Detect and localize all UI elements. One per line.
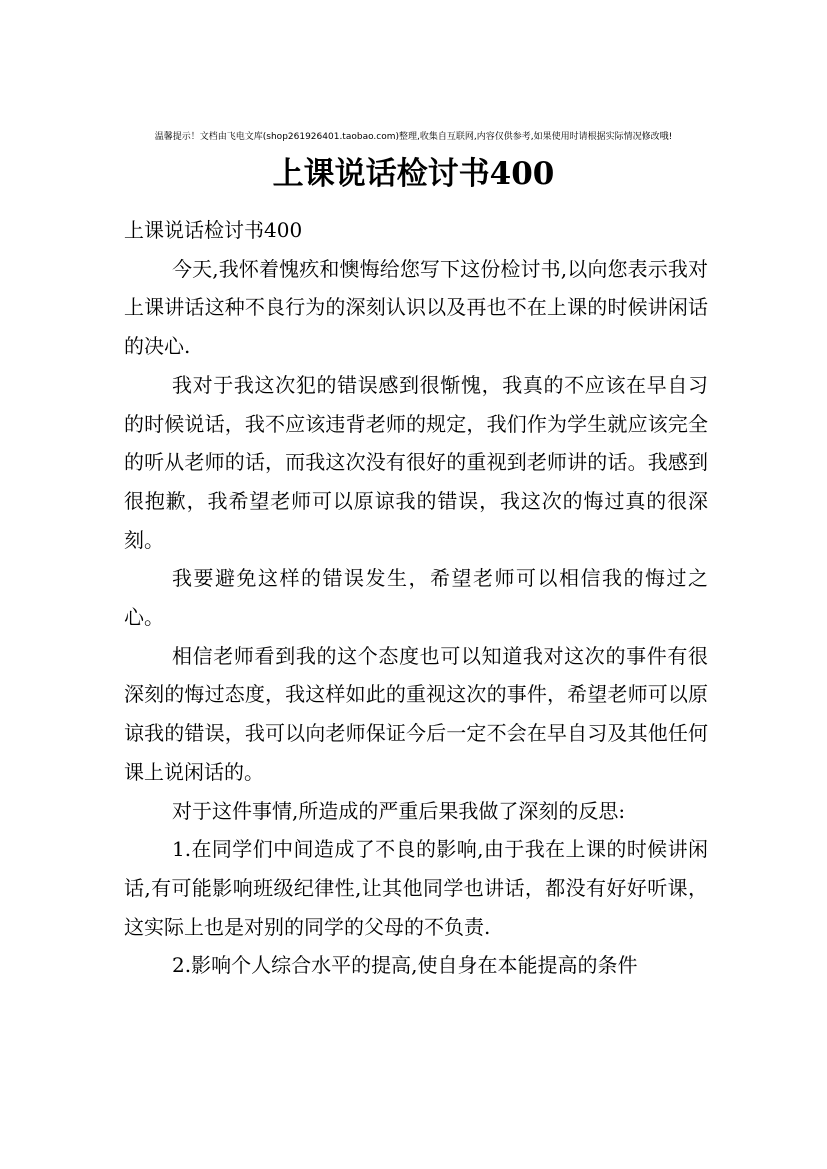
paragraph-5: 对于这件事情,所造成的严重后果我做了深刻的反思:: [172, 798, 626, 823]
paragraph-4: 相信老师看到我的这个态度也可以知道我对这次的事件有很深刻的悔过态度，我这样如此的重视这次的事件，希望老师可以原谅我的错误，我可以向老师保证今后一定不会在早自习及其他任何课上说闲话的。: [124, 643, 708, 784]
paragraph-7: 2.影响个人综合水平的提高,使自身在本能提高的条件: [172, 953, 638, 978]
paragraph-3: 我要避免这样的错误发生，希望老师可以相信我的悔过之心。: [124, 566, 708, 630]
document-subtitle: 上课说话检讨书400: [124, 218, 303, 242]
header-notice: 温馨提示！文档由飞电文库(shop261926401.taobao.com)整理,收集自互联网,内容仅供参考,如果使用时请根据实际情况修改哦!: [154, 132, 673, 142]
paragraph-6: 1.在同学们中间造成了不良的影响,由于我在上课的时候讲闲话,有可能影响班级纪律性,让其他同学也讲话，都没有好好听课，这实际上也是对别的同学的父母的不负责.: [124, 837, 708, 939]
document-title: 上课说话检讨书400: [272, 156, 555, 192]
paragraph-2: 我对于我这次犯的错误感到很惭愧，我真的不应该在早自习的时候说话，我不应该违背老师的规定，我们作为学生就应该完全的听从老师的话，而我这次没有很好的重视到老师讲的话。我感到很抱歉，我希望老师可以原谅我的错误，我这次的悔过真的很深刻。: [124, 372, 708, 552]
paragraph-1: 今天,我怀着愧疚和懊悔给您写下这份检讨书,以向您表示我对上课讲话这种不良行为的深刻认识以及再也不在上课的时候讲闲话的决心.: [124, 256, 708, 359]
document-body: [124, 211, 708, 985]
